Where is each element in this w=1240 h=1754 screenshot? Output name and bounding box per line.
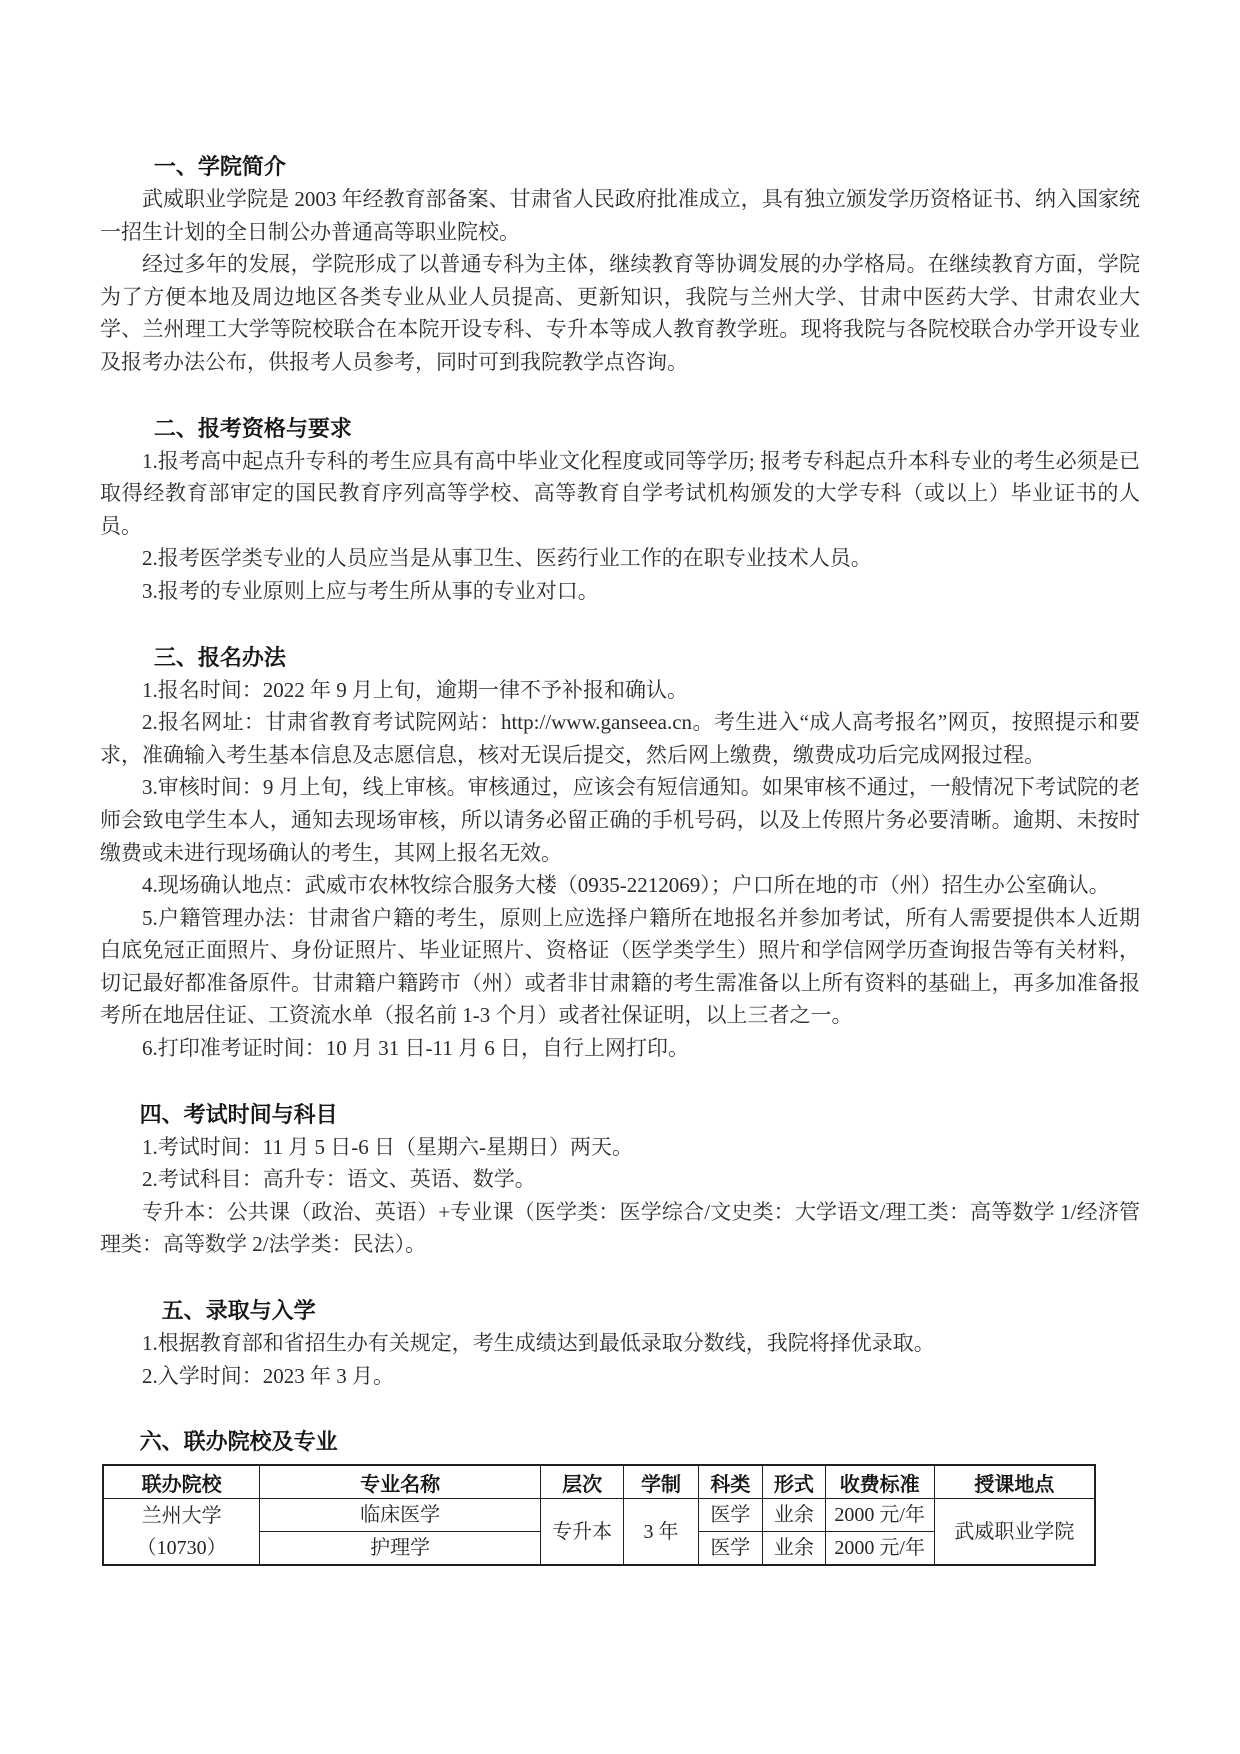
- paragraph: 3.报考的专业原则上应与考生所从事的专业对口。: [142, 578, 599, 603]
- section-heading-3: 三、报名办法: [153, 644, 286, 670]
- college-code: （10730）: [136, 1536, 227, 1559]
- paragraph: 武威职业学院是 2003 年经教育部备案、甘肃省人民政府批准成立，具有独立颁发学历资格证书、纳入国家统一招生计划的全日制公办普通高等职业院校。: [100, 187, 1140, 244]
- fee-cell: 2000 元/年: [825, 1532, 934, 1566]
- paragraph: 1.根据教育部和省招生办有关规定，考生成绩达到最低录取分数线，我院将择优录取。: [142, 1331, 935, 1356]
- paragraph: 经过多年的发展，学院形成了以普通专科为主体，继续教育等协调发展的办学格局。在继续教育方面，学院为了方便本地及周边地区各类专业从业人员提高、更新知识，我院与兰州大学、甘肃中医药大学、甘肃农业大学、兰州理工大学等院校联合在本院开设专科、专升本等成人教育教学班。现将我院与各院校联合办学开设专业及报考办法公布，供报考人员参考，同时可到我院教学点咨询。: [100, 252, 1140, 374]
- col-header-level: 层次: [540, 1465, 623, 1499]
- col-header-form: 形式: [763, 1465, 825, 1499]
- col-header-college: 联办院校: [103, 1465, 260, 1499]
- section-exam-schedule: [100, 1098, 1140, 1261]
- partner-programs-table: [102, 1464, 1096, 1566]
- major-cell: 护理学: [260, 1532, 541, 1566]
- paragraph: 1.报名时间：2022 年 9 月上旬，逾期一律不予补报和确认。: [142, 677, 688, 702]
- paragraph: 2.入学时间：2023 年 3 月。: [142, 1363, 394, 1388]
- category-cell: 医学: [698, 1499, 762, 1532]
- paragraph: 专升本：公共课（政治、英语）+专业课（医学类：医学综合/文史类：大学语文/理工类：高等数学 1/经济管理类：高等数学 2/法学类：民法）。: [100, 1199, 1140, 1257]
- paragraph: 3.审核时间：9 月上旬，线上审核。审核通过，应该会有短信通知。如果审核不通过，一般情况下考试院的老师会致电学生本人，通知去现场审核，所以请务必留正确的手机号码，以及上传照片务必要清晰。逾期、未按时缴费或未进行现场确认的考生，其网上报名无效。: [100, 775, 1140, 865]
- paragraph: 1.考试时间：11 月 5 日-6 日（星期六-星期日）两天。: [142, 1134, 633, 1159]
- paragraph: 4.现场确认地点：武威市农林牧综合服务大楼（0935-2212069）；户口所在地的市（州）招生办公室确认。: [142, 873, 1110, 898]
- college-cell: [103, 1499, 260, 1566]
- col-header-duration: 学制: [624, 1465, 698, 1499]
- col-header-location: 授课地点: [934, 1465, 1095, 1499]
- table-header-row: [103, 1465, 1095, 1499]
- location-cell: 武威职业学院: [934, 1499, 1095, 1566]
- fee-cell: 2000 元/年: [825, 1499, 934, 1532]
- section-heading-4: 四、考试时间与科目: [139, 1101, 338, 1127]
- section-admission: [100, 1294, 1140, 1392]
- duration-cell: 3 年: [624, 1499, 698, 1566]
- col-header-fee: 收费标准: [825, 1465, 934, 1499]
- paragraph-registration-url: 2.报名网址：甘肃省教育考试院网站：http://www.ganseea.cn。考生进入“成人高考报名”网页，按照提示和要求，准确输入考生基本信息及志愿信息，核对无误后提交，然后网上缴费，缴费成功后完成网报过程。: [100, 710, 1140, 767]
- section-registration: [100, 641, 1140, 1065]
- section-heading-6: 六、联办院校及专业: [139, 1429, 338, 1455]
- table-row: [103, 1499, 1095, 1532]
- section-partner-programs: [100, 1425, 1140, 1566]
- section-heading-2: 二、报考资格与要求: [153, 415, 352, 441]
- paragraph: 1.报考高中起点升专科的考生应具有高中毕业文化程度或同等学历; 报考专科起点升本科专业的考生必须是已取得经教育部审定的国民教育序列高等学校、高等教育自学考试机构颁发的大学专科（或以上）毕业证书的人员。: [100, 448, 1140, 538]
- paragraph: 2.考试科目：高升专：语文、英语、数学。: [142, 1167, 536, 1192]
- form-cell: 业余: [763, 1499, 825, 1532]
- section-eligibility: [100, 412, 1140, 608]
- section-heading-5: 五、录取与入学: [161, 1298, 316, 1324]
- section-heading-1: 一、学院简介: [153, 154, 286, 179]
- section-college-intro: [100, 150, 1140, 379]
- category-cell: 医学: [698, 1532, 762, 1566]
- college-name: 兰州大学: [141, 1504, 222, 1527]
- col-header-major: 专业名称: [260, 1465, 541, 1499]
- col-header-category: 科类: [698, 1465, 762, 1499]
- major-cell: 临床医学: [260, 1499, 541, 1532]
- level-cell: 专升本: [540, 1499, 623, 1566]
- paragraph: 5.户籍管理办法：甘肃省户籍的考生，原则上应选择户籍所在地报名并参加考试，所有人需要提供本人近期白底免冠正面照片、身份证照片、毕业证照片、资格证（医学类学生）照片和学信网学历查询报告等有关材料，切记最好都准备原件。甘肃籍户籍跨市（州）或者非甘肃籍的考生需准备以上所有资料的基础上，再多加准备报考所在地居住证、工资流水单（报名前 1-3 个月）或者社保证明，以上三者之一。: [100, 905, 1140, 1028]
- paragraph: 2.报考医学类专业的人员应当是从事卫生、医药行业工作的在职专业技术人员。: [142, 546, 872, 571]
- paragraph: 6.打印准考证时间：10 月 31 日-11 月 6 日，自行上网打印。: [142, 1036, 689, 1061]
- form-cell: 业余: [763, 1532, 825, 1566]
